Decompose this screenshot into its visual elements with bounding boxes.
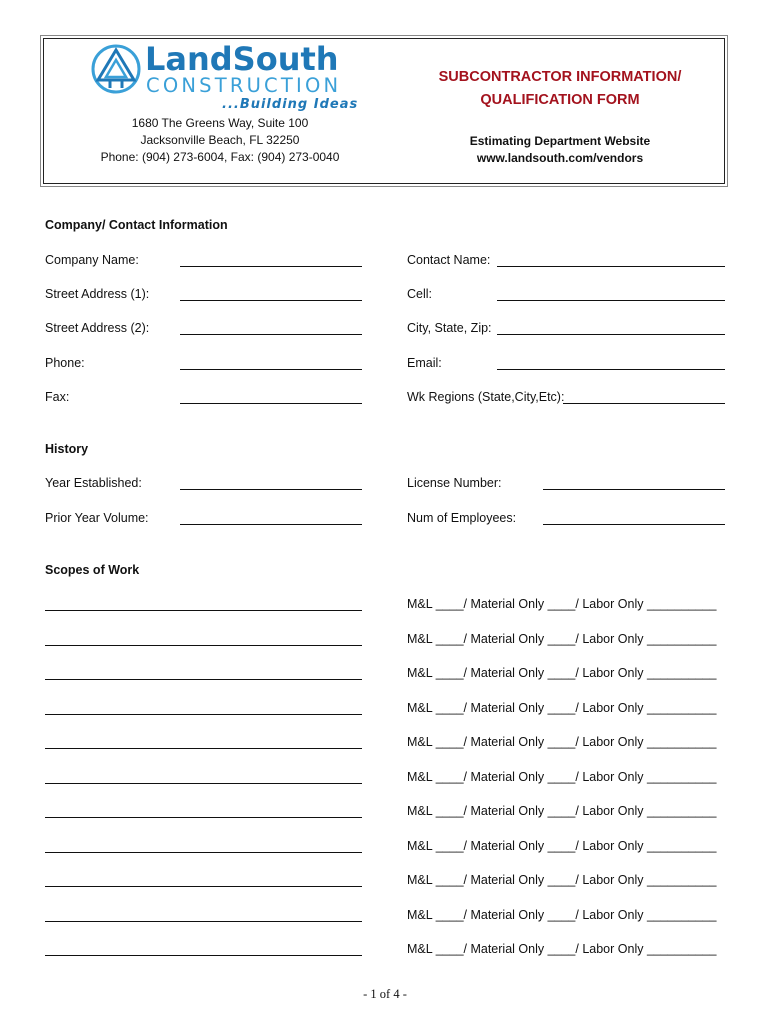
scope-description-field[interactable] — [45, 886, 362, 887]
form-title-line-1: SUBCONTRACTOR INFORMATION/ — [438, 69, 682, 85]
scope-description-field[interactable] — [45, 921, 362, 922]
address-line-2: Jacksonville Beach, FL 32250 — [140, 133, 300, 147]
num-employees-label: Num of Employees: — [407, 511, 517, 525]
scope-description-field[interactable] — [45, 679, 362, 680]
address-line-3: Phone: (904) 273-6004, Fax: (904) 273-0040 — [100, 150, 340, 164]
cell-field[interactable] — [497, 300, 725, 301]
address-line-1: 1680 The Greens Way, Suite 100 — [131, 116, 309, 130]
scope-type-options: M&L ____/ Material Only ____/ Labor Only __________ — [407, 907, 717, 922]
num-employees-field[interactable] — [543, 524, 725, 525]
logo-name: LandSouth — [145, 40, 339, 78]
company-address — [90, 115, 350, 166]
city-state-zip-label: City, State, Zip: — [407, 321, 492, 335]
street-address-1-field[interactable] — [180, 300, 362, 301]
license-number-label: License Number: — [407, 476, 502, 490]
contact-name-field[interactable] — [497, 266, 725, 267]
phone-field[interactable] — [180, 369, 362, 370]
scope-description-field[interactable] — [45, 714, 362, 715]
scope-type-options: M&L ____/ Material Only ____/ Labor Only __________ — [407, 942, 717, 956]
scope-description-field[interactable] — [45, 852, 362, 853]
scope-type-options: M&L ____/ Material Only ____/ Labor Only __________ — [407, 804, 717, 818]
website-info — [405, 133, 715, 167]
page-number: - 1 of 4 - — [363, 987, 407, 1001]
phone-label: Phone: — [45, 356, 85, 370]
email-field[interactable] — [497, 369, 725, 370]
prior-year-volume-field[interactable] — [180, 524, 362, 525]
history-heading: History — [45, 442, 89, 456]
scopes-heading: Scopes of Work — [45, 563, 140, 577]
company-name-field[interactable] — [180, 266, 362, 267]
triangle-logo-icon — [90, 44, 142, 94]
contact-name-label: Contact Name: — [407, 253, 491, 267]
scope-type-options: M&L ____/ Material Only ____/ Labor Only __________ — [407, 735, 717, 749]
scope-type-options: M&L ____/ Material Only ____/ Labor Only __________ — [407, 873, 717, 887]
scope-description-field[interactable] — [45, 610, 362, 611]
website-label: Estimating Department Website — [469, 134, 651, 148]
cell-label: Cell: — [407, 287, 433, 301]
scope-type-options: M&L ____/ Material Only ____/ Labor Only __________ — [407, 700, 717, 715]
scope-description-field[interactable] — [45, 645, 362, 646]
scope-type-options: M&L ____/ Material Only ____/ Labor Only __________ — [407, 597, 717, 611]
scope-type-options: M&L ____/ Material Only ____/ Labor Only __________ — [407, 838, 717, 853]
wk-regions-label: Wk Regions (State,City,Etc): — [407, 390, 565, 404]
scope-type-options: M&L ____/ Material Only ____/ Labor Only __________ — [407, 631, 717, 646]
scope-description-field[interactable] — [45, 817, 362, 818]
fax-field[interactable] — [180, 403, 362, 404]
year-established-label: Year Established: — [45, 476, 142, 490]
scope-description-field[interactable] — [45, 955, 362, 956]
fax-label: Fax: — [45, 390, 70, 404]
scope-description-field[interactable] — [45, 783, 362, 784]
license-number-field[interactable] — [543, 489, 725, 490]
street-address-1-label: Street Address (1): — [45, 287, 150, 301]
logo-tagline: ...Building Ideas — [222, 97, 359, 112]
wk-regions-field[interactable] — [563, 403, 725, 404]
email-label: Email: — [407, 356, 442, 370]
scope-type-options: M&L ____/ Material Only ____/ Labor Only __________ — [407, 666, 717, 680]
street-address-2-label: Street Address (2): — [45, 321, 150, 335]
form-title-line-2: QUALIFICATION FORM — [480, 92, 640, 108]
street-address-2-field[interactable] — [180, 334, 362, 335]
prior-year-volume-label: Prior Year Volume: — [45, 511, 149, 525]
year-established-field[interactable] — [180, 489, 362, 490]
company-contact-heading: Company/ Contact Information — [45, 218, 228, 232]
logo-sub: CONSTRUCTION — [146, 74, 342, 97]
scope-type-options: M&L ____/ Material Only ____/ Labor Only __________ — [407, 769, 717, 784]
city-state-zip-field[interactable] — [497, 334, 725, 335]
form-title — [405, 66, 715, 112]
scope-description-field[interactable] — [45, 748, 362, 749]
company-name-label: Company Name: — [45, 253, 139, 267]
website-url: www.landsouth.com/vendors — [476, 151, 644, 165]
